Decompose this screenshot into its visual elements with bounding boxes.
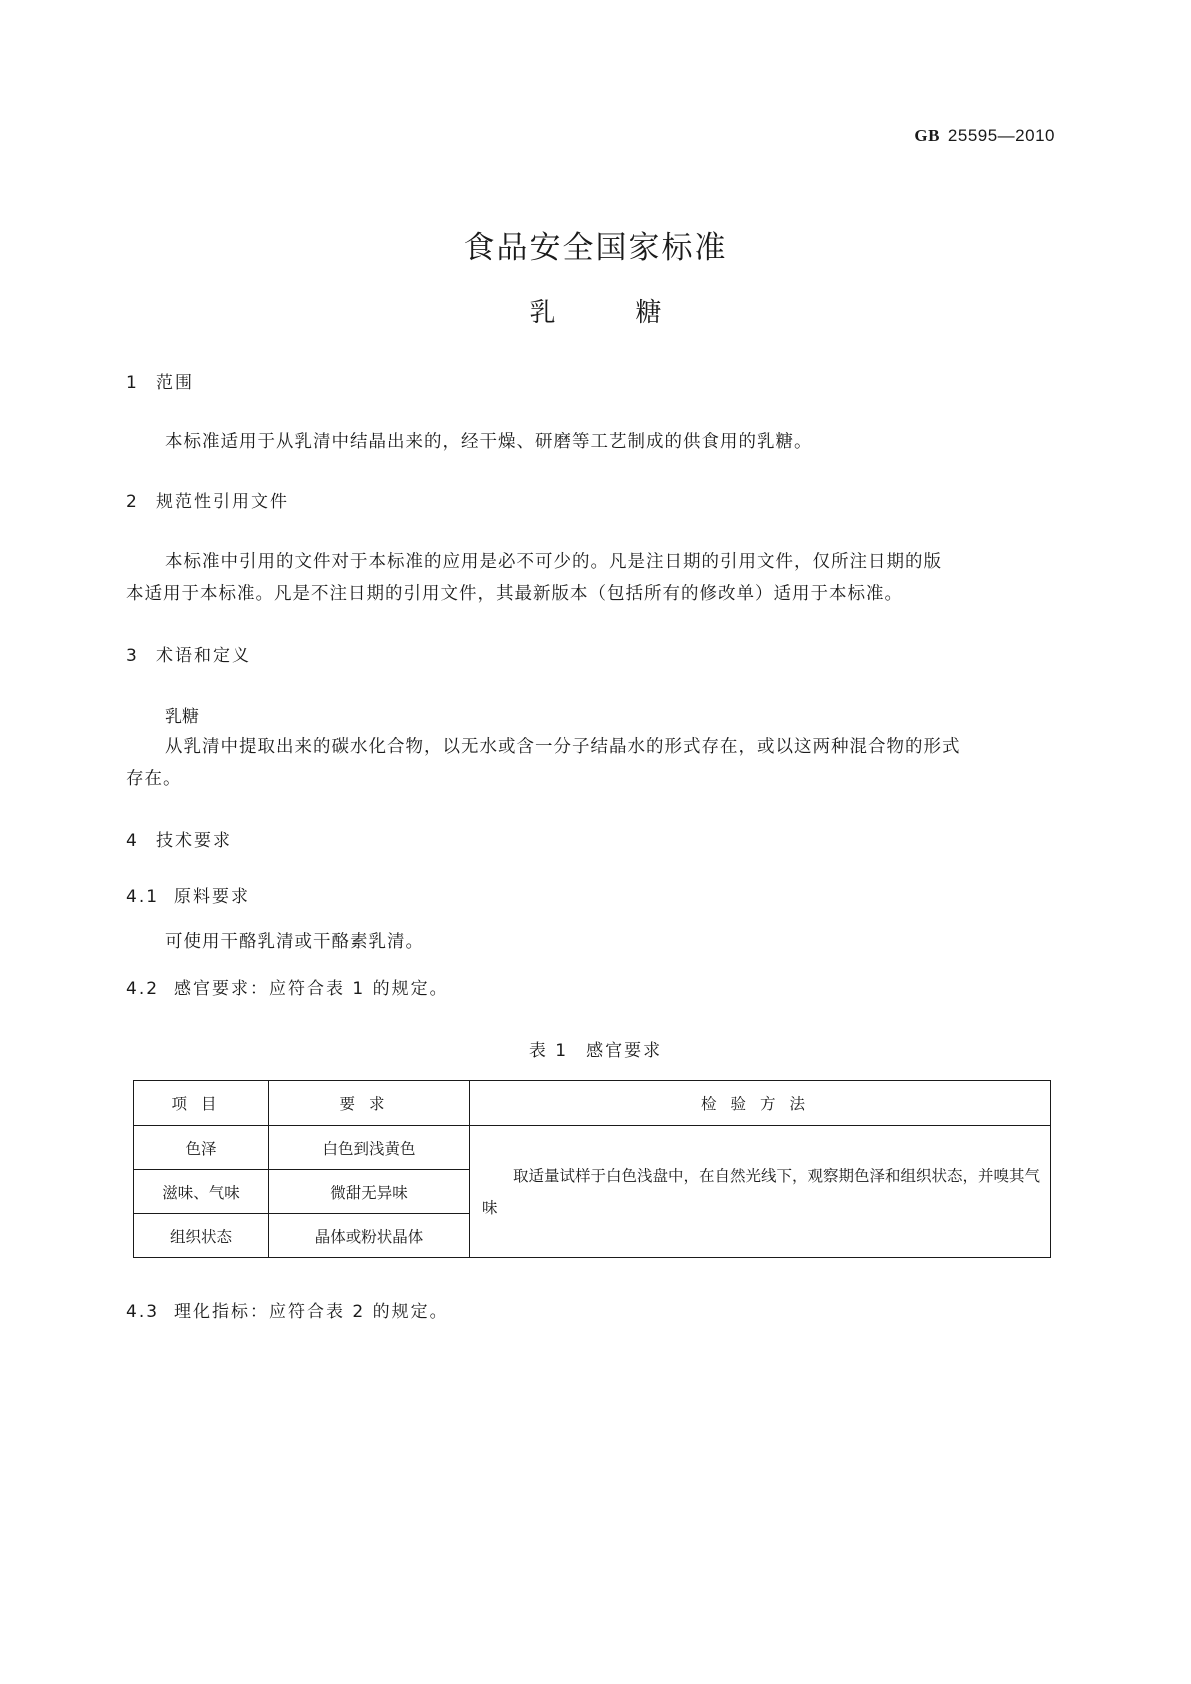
cell-item: 组织状态 — [134, 1214, 269, 1258]
term-definition-line-1: 从乳清中提取出来的碳水化合物，以无水或含一分子结晶水的形式存在，或以这两种混合物的形式 — [165, 737, 961, 757]
section-number: 2 — [126, 492, 139, 512]
term-definition-line-2: 存在。 — [126, 769, 182, 789]
section-2-body-line-1: 本标准中引用的文件对于本标准的应用是必不可少的。凡是注日期的引用文件，仅所注日期的版 — [165, 552, 942, 572]
section-title: 原料要求 — [174, 887, 250, 907]
document-subtitle — [0, 292, 1191, 329]
subtitle-char-2: 糖 — [635, 298, 662, 328]
section-1-heading — [126, 368, 194, 393]
table-1-caption — [0, 1036, 1191, 1061]
cell-item: 色泽 — [134, 1126, 269, 1170]
term-name: 乳糖 — [165, 707, 199, 727]
section-number: 1 — [126, 373, 139, 393]
method-text: 取适量试样于白色浅盘中，在自然光线下，观察期色泽和组织状态，并嗅其气味 — [482, 1166, 1041, 1217]
sensory-requirements-table — [133, 1080, 1051, 1258]
section-4-2-heading — [126, 974, 449, 999]
section-number: 4 — [126, 831, 139, 851]
section-title: 规范性引用文件 — [156, 492, 289, 512]
header-item: 项目 — [134, 1081, 269, 1126]
section-number: 4.1 — [126, 887, 160, 907]
section-title: 技术要求 — [156, 831, 232, 851]
document-title: 食品安全国家标准 — [463, 230, 728, 266]
cell-requirement: 微甜无异味 — [269, 1170, 470, 1214]
section-2-body-line-2: 本适用于本标准。凡是不注日期的引用文件，其最新版本（包括所有的修改单）适用于本标准。 — [126, 584, 903, 604]
section-number: 4.3 — [126, 1302, 160, 1322]
section-4-1-heading — [126, 882, 250, 907]
standard-prefix: GB — [914, 126, 940, 145]
table-header-row — [134, 1081, 1051, 1126]
table-number: 表 1 — [528, 1041, 569, 1061]
section-2-heading — [126, 487, 289, 512]
section-4-3-heading — [126, 1297, 449, 1322]
section-number: 3 — [126, 646, 139, 666]
section-title: 术语和定义 — [156, 646, 251, 666]
section-title: 理化指标：应符合表 2 的规定。 — [174, 1302, 449, 1322]
section-4-heading — [126, 826, 232, 851]
cell-method — [470, 1126, 1051, 1258]
section-1-body: 本标准适用于从乳清中结晶出来的，经干燥、研磨等工艺制成的供食用的乳糖。 — [165, 432, 813, 452]
section-title: 范围 — [156, 373, 194, 393]
cell-item: 滋味、气味 — [134, 1170, 269, 1214]
section-title: 感官要求：应符合表 1 的规定。 — [174, 979, 449, 999]
cell-requirement: 白色到浅黄色 — [269, 1126, 470, 1170]
header-requirement: 要求 — [269, 1081, 470, 1126]
subtitle-char-1: 乳 — [529, 298, 556, 328]
header-method: 检验方法 — [470, 1081, 1051, 1126]
section-4-1-body: 可使用干酪乳清或干酪素乳清。 — [165, 932, 424, 952]
section-number: 4.2 — [126, 979, 160, 999]
section-3-heading — [126, 641, 251, 666]
standard-number — [914, 126, 1055, 146]
table-title: 感官要求 — [586, 1041, 663, 1061]
table-row — [134, 1126, 1051, 1170]
standard-code: 25595—2010 — [947, 126, 1055, 145]
cell-requirement: 晶体或粉状晶体 — [269, 1214, 470, 1258]
